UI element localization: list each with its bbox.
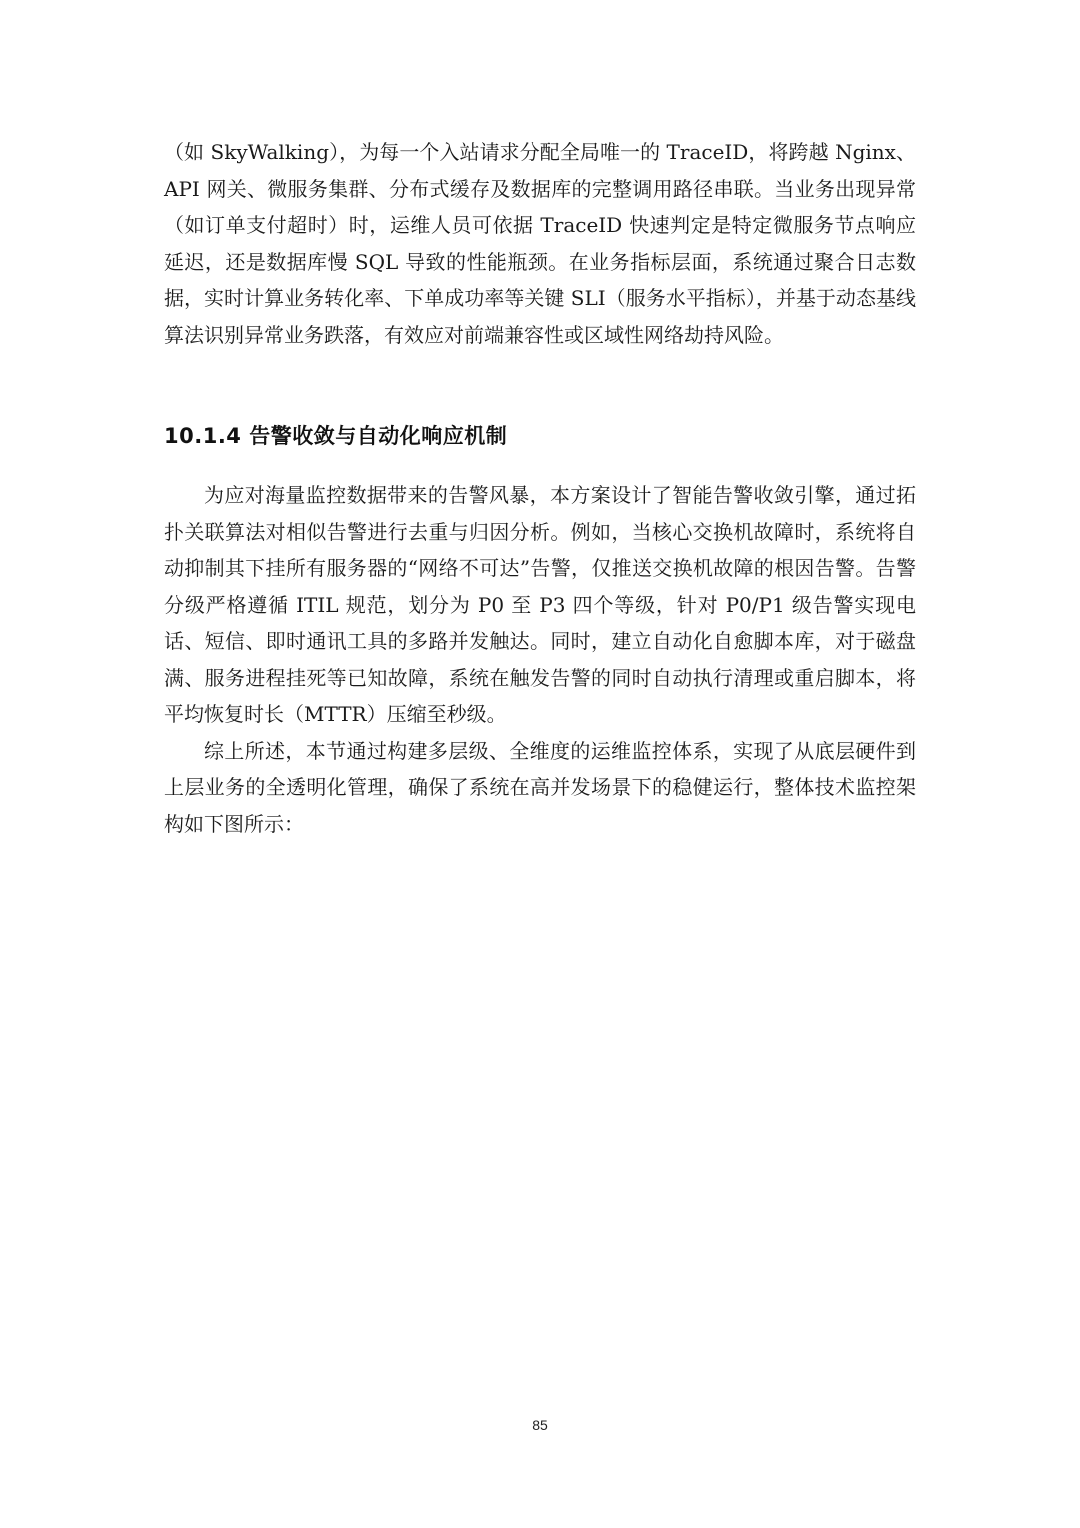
body-paragraphs-block — [164, 477, 916, 842]
page-number: 85 — [532, 1417, 548, 1433]
continued-paragraph-block — [164, 134, 916, 353]
section-heading: 10.1.4 告警收敛与自动化响应机制 — [164, 424, 508, 448]
continued-paragraph: （如 SkyWalking），为每一个入站请求分配全局唯一的 TraceID，将跨越 Nginx、API 网关、微服务集群、分布式缓存及数据库的完整调用路径串联。当业务出现异常（如订单支付超时）时，运维人员可依据 TraceID 快速判定是特定微服务节点响应延迟，还是数据库慢 SQL 导致的性能瓶颈。在业务指标层面，系统通过聚合日志数据，实时计算业务转化率、下单成功率等关键 SLI（服务水平指标），并基于动态基线算法识别异常业务跌落，有效应对前端兼容性或区域性网络劫持风险。 — [164, 140, 916, 347]
paragraph-summary: 综上所述，本节通过构建多层级、全维度的运维监控体系，实现了从底层硬件到上层业务的全透明化管理，确保了系统在高并发场景下的稳健运行，整体技术监控架构如下图所示： — [164, 738, 916, 836]
paragraph-alert-convergence: 为应对海量监控数据带来的告警风暴，本方案设计了智能告警收敛引擎，通过拓扑关联算法对相似告警进行去重与归因分析。例如，当核心交换机故障时，系统将自动抑制其下挂所有服务器的“网络不可达”告警，仅推送交换机故障的根因告警。告警分级严格遵循 ITIL 规范，划分为 P0 至 P3 四个等级，针对 P0/P1 级告警实现电话、短信、即时通讯工具的多路并发触达。同时，建立自动化自愈脚本库，对于磁盘满、服务进程挂死等已知故障，系统在触发告警的同时自动执行清理或重启脚本，将平均恢复时长（MTTR）压缩至秒级。 — [164, 483, 916, 726]
